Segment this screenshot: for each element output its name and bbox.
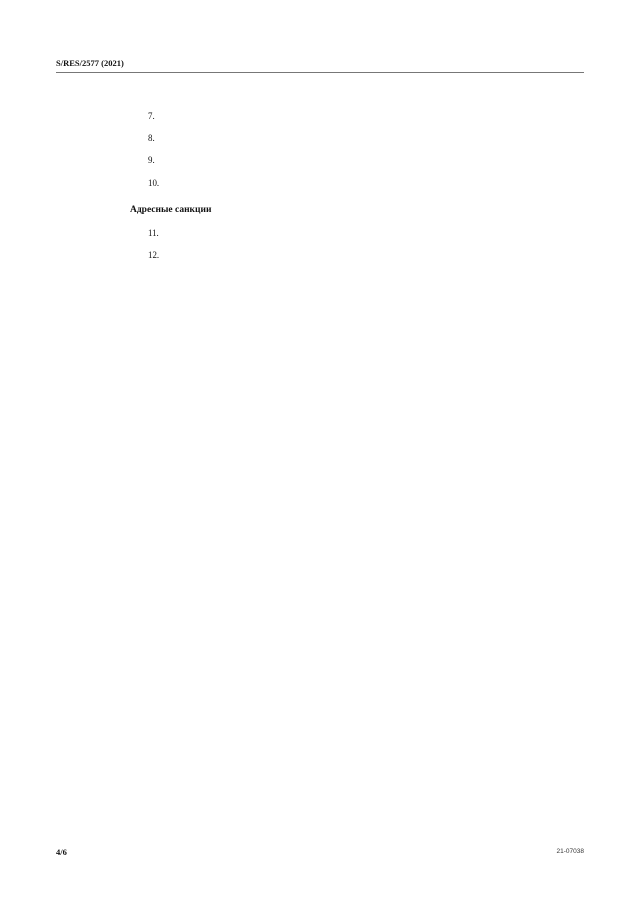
paragraph-number: 9. — [148, 155, 155, 166]
paragraphs-before-heading — [130, 88, 510, 190]
paragraph-number: 8. — [148, 133, 155, 144]
paragraph — [130, 249, 510, 262]
page-number: 4/6 — [56, 847, 67, 857]
paragraph — [130, 88, 510, 101]
document-code: 21-07038 — [556, 848, 584, 855]
paragraph-number: 10. — [148, 177, 160, 188]
section-heading: Адресные санкции — [130, 204, 212, 215]
document-symbol: S/RES/2577 (2021) — [56, 58, 124, 68]
paragraph — [130, 177, 510, 190]
paragraph — [130, 227, 510, 240]
paragraph — [130, 110, 510, 123]
paragraph-number: 11. — [148, 228, 159, 239]
paragraph — [130, 154, 510, 167]
document-body — [130, 88, 510, 271]
paragraph — [130, 132, 510, 145]
paragraph-number: 12. — [148, 250, 160, 261]
paragraph-number: 7. — [148, 111, 155, 121]
header-rule — [56, 72, 584, 73]
paragraphs-after-heading — [130, 227, 510, 262]
